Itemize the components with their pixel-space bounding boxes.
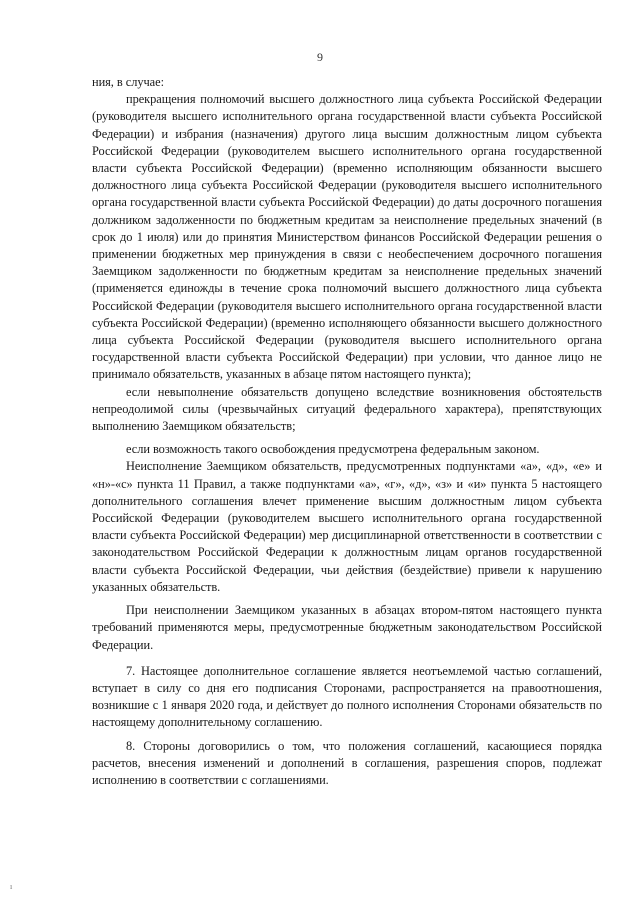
margin-mark: ı (10, 882, 13, 891)
paragraph-non-fulfillment: Неисполнение Заемщиком обязательств, предусмотренных подпунктами «а», «д», «е» и «н»-«с» пункта 11 Правил, а также подпунктами «а», «г», «д», «з» и «и» пункта 5 настоящего дополнительного соглашения влечет применение высшим должностным лицом субъекта Российской Федерации (руководителем высшего исполнительного органа государственной власти субъекта Российской Федерации) мер дисциплинарной ответственности в соответствии с законодательством Российской Федерации к должностным лицам органов государственной власти субъекта Российской Федерации, чьи действия (бездействие) привели к нарушению указанных обязательств. (92, 459, 602, 594)
page-number: 9 (317, 50, 323, 64)
paragraph-termination-of-powers: прекращения полномочий высшего должностного лица субъекта Российской Федерации (руководителя высшего исполнительного органа государственной власти субъекта Российской Федерации) и избрания (назначения) другого лица высшим должностным лицом субъекта Российской Федерации (руководителем высшего исполнительного органа государственной власти субъекта Российской Федерации) (временно исполняющим обязанности высшего должностного лица субъекта Российской Федерации (руководителя высшего исполнительного органа государственной власти субъекта Российской Федерации) до даты досрочного погашения должником задолженности по бюджетным кредитам за неисполнение предельных значений (в срок до 1 июля) или до принятия Министерством финансов Российской Федерации решения о применении бюджетных мер принуждения в связи с необеспечением досрочного погашения Заемщиком задолженности по бюджетным кредитам за неисполнение предельных значений (применяется единожды в течение срока полномочий высшего должностного лица субъекта Российской Федерации (руководителя высшего исполнительного органа государственной власти субъекта Российской Федерации) (временно исполняющего обязанности высшего должностного лица субъекта Российской Федерации (руководителя высшего исполнительного органа государственной власти субъекта Российской Федерации) при условии, что данное лицо не принимало обязательств, указанных в абзаце пятом настоящего пункта); (92, 92, 602, 382)
paragraph-clause-7: 7. Настоящее дополнительное соглашение является неотъемлемой частью соглашений, вступает в силу со дня его подписания Сторонами, распространяется на правоотношения, возникшие с 1 января 2020 года, и действует до полного исполнения Сторонами обязательств по настоящему дополнительному соглашению. (92, 663, 602, 730)
paragraph-federal-law: если возможность такого освобождения предусмотрена федеральным законом. (126, 442, 540, 457)
paragraph-force-majeure: если невыполнение обязательств допущено вследствие возникновения обстоятельств непреодолимой силы (чрезвычайных ситуаций федерального характера), препятствующих выполнению Заемщиком обязательств; (92, 384, 602, 434)
document-body (92, 74, 602, 789)
paragraph-continuation: ния, в случае: (92, 75, 164, 89)
paragraph-clause-8: 8. Стороны договорились о том, что положения соглашений, касающиеся порядка расчетов, внесения изменений и дополнений в соглашения, разрешения споров, подлежат исполнению в соответствии с соглашениями. (92, 738, 602, 787)
paragraph-budget-measures: При неисполнении Заемщиком указанных в абзацах втором-пятом настоящего пункта требований применяются меры, предусмотренные бюджетным законодательством Российской Федерации. (92, 603, 602, 652)
